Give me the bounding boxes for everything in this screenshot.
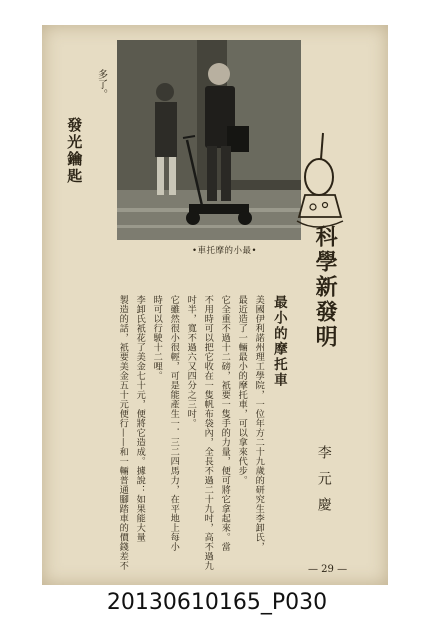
article-paragraph: 不用時可以把它收在一隻帆布袋內，全長不過二十九吋，高不過九 xyxy=(202,295,214,571)
author-name: 李元慶 xyxy=(315,445,332,523)
continued-text: 多了。 xyxy=(95,69,107,99)
article-paragraph: 它雖然很小很輕，可是能產生一．三二四馬力，在平地上每小 xyxy=(168,295,180,552)
article-paragraph: 時可以行駛十二哩。 xyxy=(151,295,163,381)
article-paragraph: 最近造了一輛最小的摩托車，可以拿來代步。 xyxy=(236,295,248,485)
article-title: 最小的摩托車 xyxy=(270,295,287,388)
article-paragraph: 吋半，寬不過六又四分之三吋。 xyxy=(185,295,197,428)
scooter-rider-illustration xyxy=(117,40,301,240)
magazine-page xyxy=(42,25,388,585)
article-paragraph: 它全重不過十二磅，祇要一隻手的力量，便可將它拿起來。當 xyxy=(219,295,231,552)
column-title: 科學新發明 xyxy=(312,225,339,350)
side-title: 發光鑰匙 xyxy=(65,117,84,185)
photo-caption: •車托摩的小最• xyxy=(192,246,258,256)
article-paragraph: 美國伊利諾州理工學院，一位年方二十九歲的研究生李卸氏， xyxy=(253,295,265,552)
article-photo xyxy=(117,40,301,240)
archive-id-label: 20130610165_P030 xyxy=(106,590,328,615)
article-paragraph: 製造的話，祇要美金五十元便行——和一輛普通腳踏車的價錢差不 xyxy=(117,295,129,571)
page-number: — 29 — xyxy=(308,564,348,575)
article-paragraph: 李卸氏祇花了美金七十元，便將它造成。據說：如果能大量 xyxy=(134,295,146,542)
